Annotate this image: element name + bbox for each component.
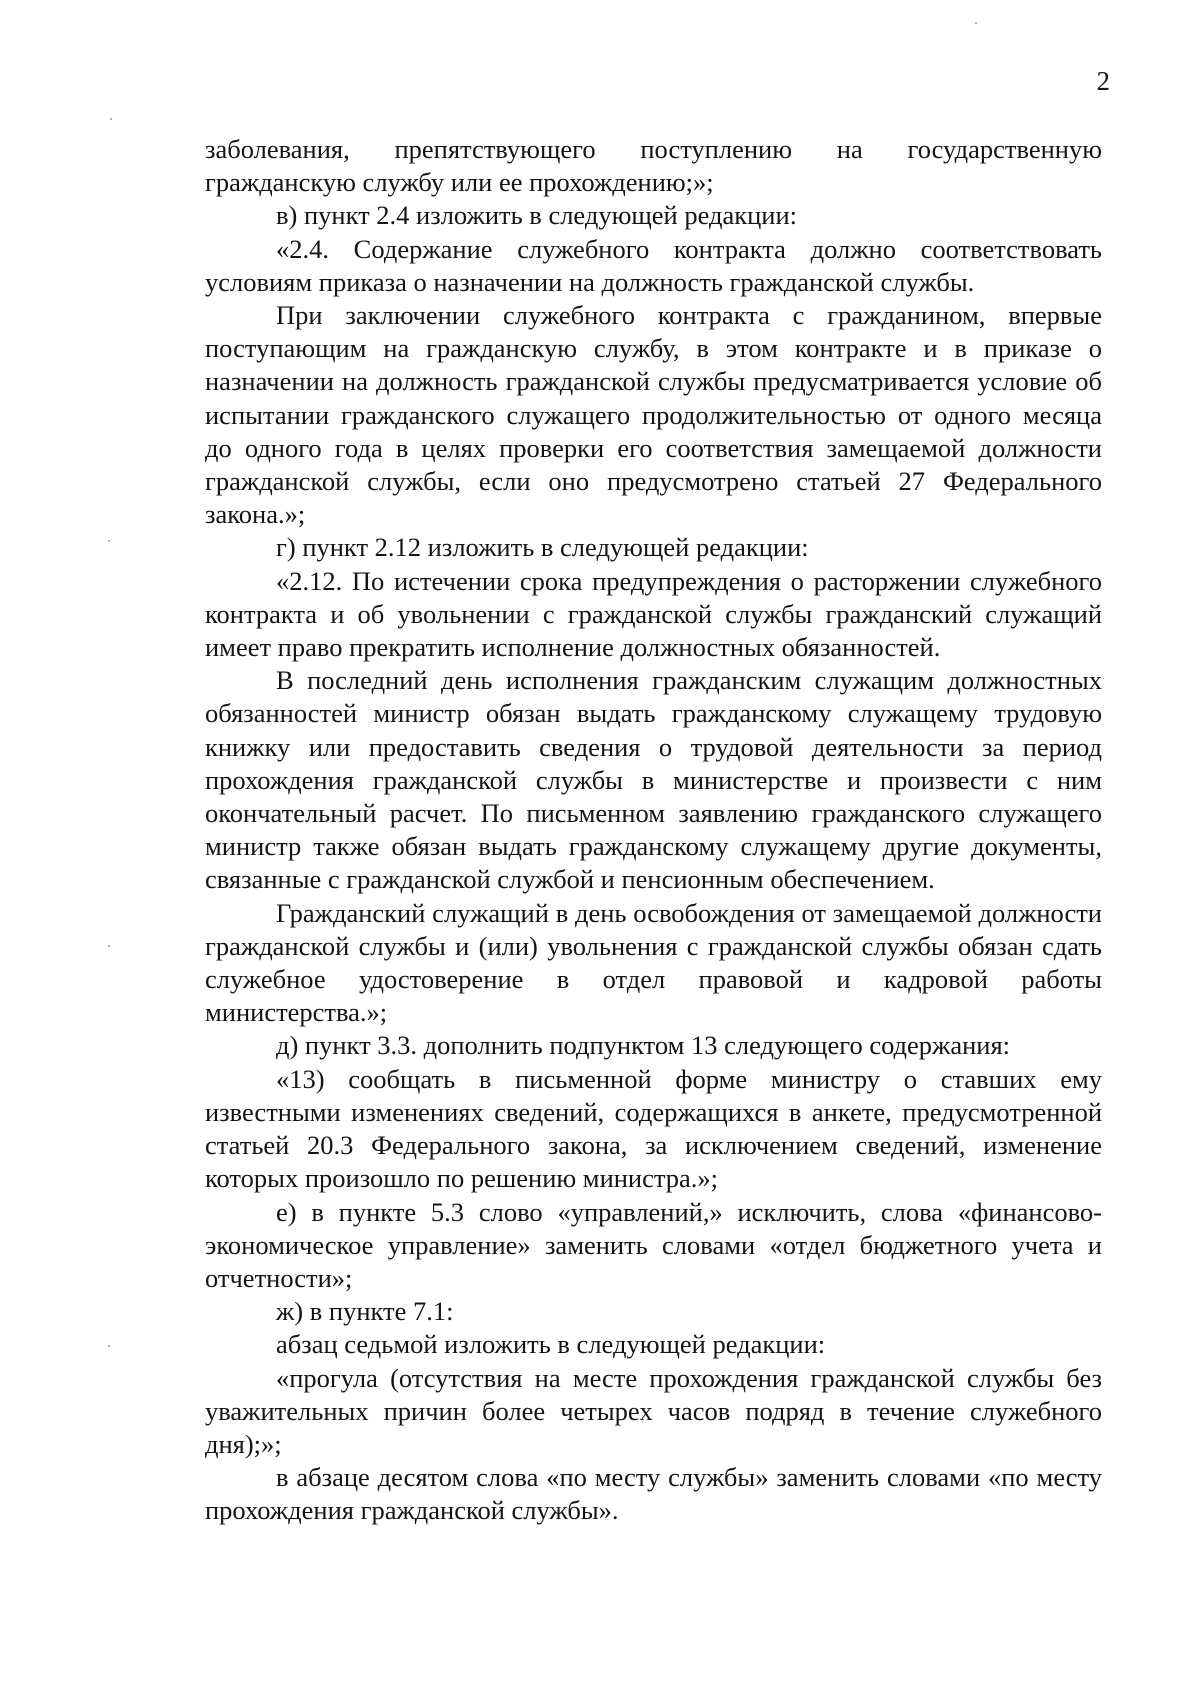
paragraph: ж) в пункте 7.1:: [276, 1296, 454, 1327]
paragraph: е) в пункте 5.3 слово «управлений,» исключить, слова «финансово-экономическое управление» заменить словами «отдел бюджетного учета и отчетности»;: [205, 1196, 1102, 1293]
paragraph: в абзаце десятом слова «по месту службы» заменить словами «по месту прохождения гражданской службы».: [205, 1462, 1102, 1526]
scan-speck: [108, 1345, 110, 1347]
scan-speck: [110, 118, 112, 120]
scan-speck: [975, 22, 977, 24]
paragraph: «прогула (отсутствия на месте прохождения гражданской службы без уважительных причин более четырех часов подряд в течение служебного дня);»;: [205, 1362, 1102, 1459]
paragraph: д) пункт 3.3. дополнить подпунктом 13 следующего содержания:: [276, 1030, 1011, 1061]
page-number: 2: [1096, 66, 1110, 96]
paragraph: в) пункт 2.4 изложить в следующей редакции:: [276, 200, 798, 231]
paragraph: В последний день исполнения гражданским служащим должностных обязанностей министр обязан выдать гражданскому служащему трудовую книжку или предоставить сведения о трудовой деятельности за период прохождения гражданской службы в министерстве и произвести с ним окончательный расчет. По письменном заявлению гражданского служащего министр также обязан выдать гражданскому служащему другие документы, связанные с гражданской службой и пенсионным обеспечением.: [205, 665, 1102, 895]
paragraph: заболевания, препятствующего поступлению на государственную гражданскую службу или ее прохождению;»;: [205, 134, 1102, 198]
paragraph: «2.12. По истечении срока предупреждения о расторжении служебного контракта и об увольнении с гражданской службы гражданский служащий имеет право прекратить исполнение должностных обязанностей.: [205, 565, 1102, 663]
paragraph: При заключении служебного контракта с гражданином, впервые поступающим на гражданскую службу, в этом контракте и в приказе о назначении на должность гражданской службы предусматривается условие об испытании гражданского служащего продолжительностью от одного месяца до одного года в целях проверки его соответствия замещаемой должности гражданской службы, если оно предусмотрено статьей 27 Федерального закона.»;: [205, 300, 1102, 530]
paragraph: «2.4. Содержание служебного контракта должно соответствовать условиям приказа о назначении на должность гражданской службы.: [205, 233, 1102, 297]
scan-speck: [108, 945, 110, 947]
scan-speck: [108, 540, 110, 542]
document-body: [205, 133, 1102, 1528]
paragraph: г) пункт 2.12 изложить в следующей редакции:: [276, 532, 809, 563]
paragraph: «13) сообщать в письменной форме министру о ставших ему известными изменениях сведений, содержащихся в анкете, предусмотренной статьей 20.3 Федерального закона, за исключением сведений, изменение которых произошло по решению министра.»;: [205, 1063, 1102, 1194]
paragraph: абзац седьмой изложить в следующей редакции:: [276, 1329, 826, 1360]
paragraph: Гражданский служащий в день освобождения от замещаемой должности гражданской службы и (или) увольнения с гражданской службы обязан сдать служебное удостоверение в отдел правовой и кадровой работы министерства.»;: [205, 897, 1102, 1028]
